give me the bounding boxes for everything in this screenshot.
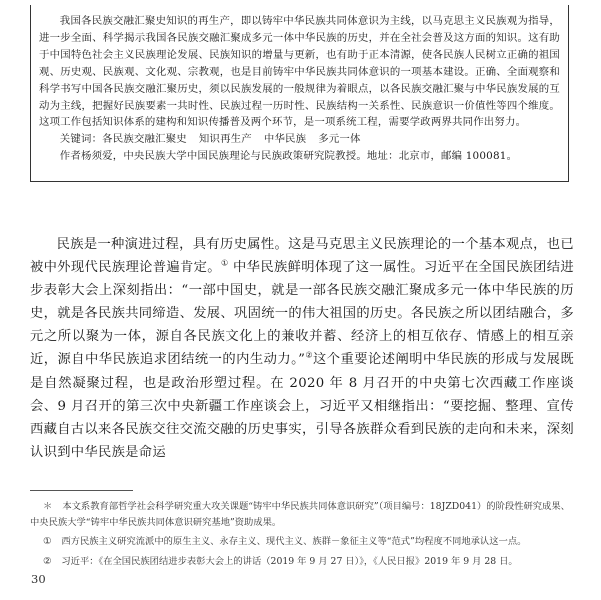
footnote-item — [30, 534, 574, 550]
footnotes — [30, 499, 574, 573]
abstract-text: 我国各民族交融汇聚史知识的再生产，即以铸牢中华民族共同体意识为主线，以马克思主义民族观为指导，进一步全面、科学揭示我国各民族交融汇聚成多元一体中华民族的历史，并在全社会普及这方面的知识。这有助于中国特色社会主义民族理论发展、民族知识的增量与更新，也有助于正本清源，使各民族人民树立正确的祖国观、历史观、民族观、文化观、宗教观，也是目前铸牢中华民族共同体意识的一项基本建设。正确、全面观察和科学书写中国各民族交融汇聚历史，须以民族发展的一般规律为着眼点，以各民族交融汇聚与中华民族发展的互动为主线，把握好民族要素一共时性、民族过程一历时性、民族结构一关系性、民族意识一价值性等四个维度。这项工作包括知识体系的建构和知识传播普及两个环节，是一项系统工程，需要学政两界共同作出努力。 — [39, 15, 560, 129]
body-text-part3: 这个重要论述阐明中华民族的形成与发展既是自然凝聚过程，也是政治形塑过程。在 2020 年 8 月召开的中央第七次西藏工作座谈会、9 月召开的第三次中央新疆工作座谈会上，习近平又相继指出：“要挖掘、整理、宣传西藏自古以来各民族交往交流交融的历史事实，引导各族群众看到民族的走向和未来，深刻认识到中华民族是命运 — [30, 352, 574, 460]
footnote-divider — [30, 490, 133, 491]
footnote-mark: ① — [43, 536, 52, 547]
footnote-text: 习近平：《在全国民族团结进步表彰大会上的讲话（2019 年 9 月 27 日）》，《人民日报》2019 年 9 月 28 日。 — [61, 555, 518, 567]
footnote-mark: ＊ — [43, 501, 53, 512]
footnote-ref-1[interactable]: ① — [220, 258, 229, 268]
keyword: 各民族交融汇聚史 — [102, 133, 187, 146]
page-number: 30 — [31, 572, 46, 586]
body-text-part1: 民族是一种演进过程，具有历史属性。这是马克思主义民族理论的一个基本观点，也已被中外现代民族理论普遍肯定。 — [30, 237, 574, 276]
abstract-box — [30, 5, 569, 182]
author-info: 作者杨须爱，中央民族大学中国民族理论与民族政策研究院教授。地址：北京市，邮编 100081。 — [59, 150, 518, 163]
footnote-text: 本文系教育部哲学社会科学研究重大攻关课题“铸牢中华民族共同体意识研究”（项目编号：18JZD041）的阶段性研究成果、中央民族大学“铸牢中华民族共同体意识研究基地”资助成果。 — [30, 501, 570, 528]
keywords-line — [39, 131, 560, 148]
keyword: 知识再生产 — [198, 133, 252, 146]
footnote-mark: ② — [43, 555, 52, 567]
footnote-ref-2[interactable]: ② — [305, 351, 314, 361]
body-paragraph — [30, 233, 574, 464]
footnote-text: 西方民族主义研究流派中的原生主义、永存主义、现代主义、族群－象征主义等“范式”均程度不同地承认这一点。 — [61, 536, 527, 547]
keywords-label: 关键词： — [59, 133, 103, 146]
keyword: 多元一体 — [318, 133, 361, 146]
body-text-part2: 中华民族鲜明体现了这一属性。习近平在全国民族团结进步表彰大会上深刻指出：“一部中国史，就是一部各民族交融汇聚成多元一体中华民族的历史，就是各民族共同缔造、发展、巩固统一的伟大祖国的历史。各民族之所以团结融合，多元之所以聚为一体，源自各民族文化上的兼收并蓄、经济上的相互依存、情感上的相互亲近，源自中华民族追求团结统一的内生动力。” — [30, 260, 574, 368]
footnote-item — [30, 499, 574, 530]
keyword: 中华民族 — [263, 133, 307, 146]
footnote-item — [30, 554, 574, 570]
